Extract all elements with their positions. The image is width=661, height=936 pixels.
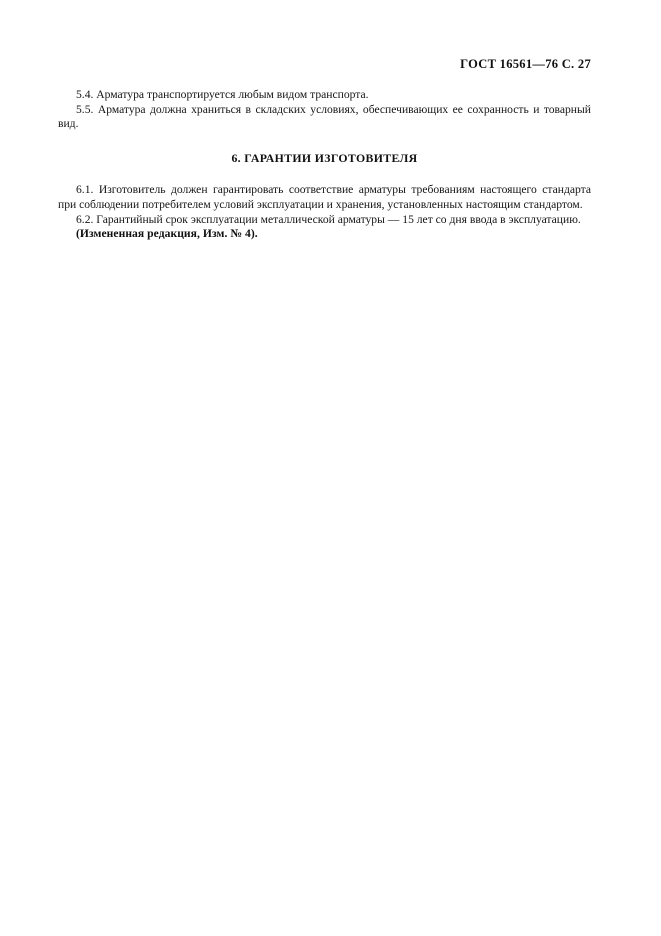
spacer-after-heading (58, 165, 591, 183)
clause-5-4: 5.4. Арматура транспортируется любым видом транспорта. (76, 88, 369, 101)
running-head: ГОСТ 16561—76 С. 27 (460, 57, 591, 71)
clause-6-2: 6.2. Гарантийный срок эксплуатации металлической арматуры — 15 лет со дня ввода в эксплуатацию. (76, 212, 581, 226)
clause-5-5: 5.5. Арматура должна храниться в складских условиях, обеспечивающих ее сохранность и товарный вид. (58, 102, 591, 131)
revision-note: (Измененная редакция, Изм. № 4). (76, 227, 258, 241)
spacer-before-heading (58, 132, 591, 151)
section-heading-6: 6. ГАРАНТИИ ИЗГОТОВИТЕЛЯ (231, 150, 418, 165)
page-content (58, 88, 591, 242)
clause-6-1: 6.1. Изготовитель должен гарантировать соответствие арматуры требованиям настоящего стандарта при соблюдении потребителем условий эксплуатации и хранения, установленных настоящим стандартом. (58, 183, 591, 211)
